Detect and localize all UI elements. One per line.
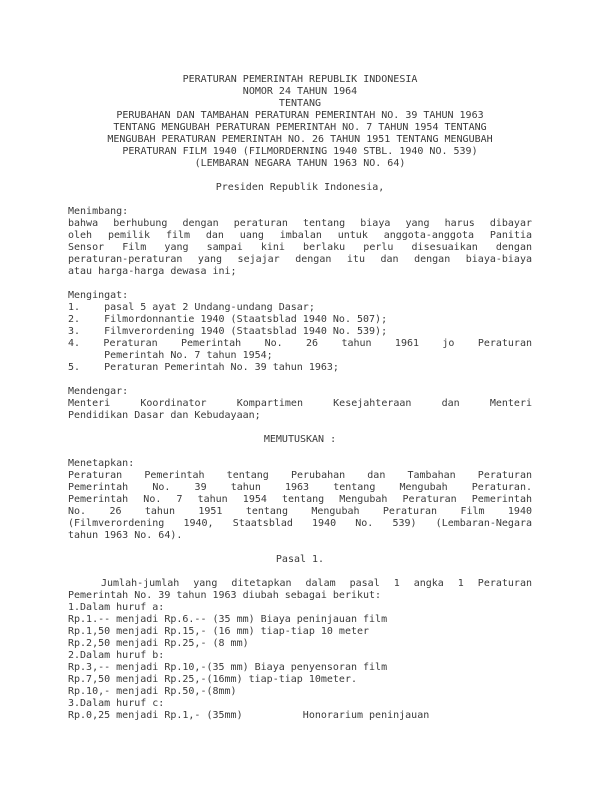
- menetapkan-section: [68, 458, 532, 542]
- text-line: 4. Peraturan Pemerintah No. 26 tahun 1961 jo Peraturan: [68, 338, 532, 349]
- text-line: PERATURAN FILM 1940 (FILMORDERNING 1940 STBL. 1940 NO. 539): [122, 146, 478, 157]
- title-block: [68, 74, 532, 170]
- text-line: MEMUTUSKAN :: [263, 434, 337, 445]
- text-line: Menimbang:: [68, 206, 129, 217]
- text-line: Pemerintah No. 39 tahun 1963 diubah sebagai berikut:: [68, 590, 382, 601]
- memutuskan-heading: [68, 434, 532, 446]
- text-line: 1. pasal 5 ayat 2 Undang-undang Dasar;: [68, 302, 315, 313]
- text-line: TENTANG MENGUBAH PERATURAN PEMERINTAH NO. 7 TAHUN 1954 TENTANG: [113, 122, 487, 133]
- text-line: Rp.10,- menjadi Rp.50,-(8mm): [68, 686, 237, 697]
- text-line: Jumlah-jumlah yang ditetapkan dalam pasal 1 angka 1 Peraturan: [101, 578, 532, 589]
- text-line: Rp.1.-- menjadi Rp.6.-- (35 mm) Biaya peninjauan film: [68, 614, 388, 625]
- menimbang-section: [68, 206, 532, 278]
- text-line: (Filmverordening 1940, Staatsblad 1940 No. 539) (Lembaran-Negara: [68, 518, 532, 529]
- text-line: Menetapkan:: [68, 458, 135, 469]
- text-line: NOMOR 24 TAHUN 1964: [242, 86, 358, 97]
- text-line: PERATURAN PEMERINTAH REPUBLIK INDONESIA: [182, 74, 418, 85]
- text-line: Peraturan Pemerintah tentang Perubahan dan Tambahan Peraturan: [68, 470, 532, 481]
- text-line: PERUBAHAN DAN TAMBAHAN PERATURAN PEMERINTAH NO. 39 TAHUN 1963: [116, 110, 484, 121]
- text-line: Pemerintah No. 7 tahun 1954;: [68, 350, 273, 361]
- mengingat-section: [68, 290, 532, 374]
- document-body: [68, 74, 532, 722]
- text-line: Sensor Film yang sampai kini berlaku perlu disesuaikan dengan: [68, 242, 532, 253]
- text-line: MENGUBAH PERATURAN PEMERINTAH NO. 26 TAHUN 1951 TENTANG MENGUBAH: [107, 134, 493, 145]
- text-line: Rp.7,50 menjadi Rp.25,-(16mm) tiap-tiap 10meter.: [68, 674, 357, 685]
- text-line: TENTANG: [278, 98, 322, 109]
- text-line: 3. Filmverordening 1940 (Staatsblad 1940 No. 539);: [68, 326, 388, 337]
- text-line: 3.Dalam huruf c:: [68, 698, 165, 709]
- text-line: 5. Peraturan Pemerintah No. 39 tahun 1963;: [68, 362, 339, 373]
- text-line: peraturan-peraturan yang sejajar dengan itu dan dengan biaya-biaya: [68, 254, 532, 265]
- text-line: Mendengar:: [68, 386, 129, 397]
- text-line: Mengingat:: [68, 290, 129, 301]
- text-line: No. 26 tahun 1951 tentang Mengubah Peraturan Film 1940: [68, 506, 532, 517]
- text-line: Pemerintah No. 7 tahun 1954 tentang Mengubah Peraturan Pemerintah: [68, 494, 532, 505]
- text-line: Pemerintah No. 39 tahun 1963 tentang Mengubah Peraturan.: [68, 482, 532, 493]
- text-line: Rp.3,-- menjadi Rp.10,-(35 mm) Biaya penyensoran film: [68, 662, 388, 673]
- text-line: Rp.1,50 menjadi Rp.15,- (16 mm) tiap-tiap 10 meter: [68, 626, 370, 637]
- text-line: atau harga-harga dewasa ini;: [68, 266, 237, 277]
- pasal-1-heading: [68, 554, 532, 566]
- text-line: oleh pemilik film dan uang imbalan untuk anggota-anggota Panitia: [68, 230, 532, 241]
- text-line: bahwa berhubung dengan peraturan tentang biaya yang harus dibayar: [68, 218, 532, 229]
- text-line: 2. Filmordonnantie 1940 (Staatsblad 1940 No. 507);: [68, 314, 388, 325]
- text-line: Pendidikan Dasar dan Kebudayaan;: [68, 410, 261, 421]
- salutation: [68, 182, 532, 194]
- text-line: Rp.0,25 menjadi Rp.1,- (35mm) Honorarium peninjauan: [68, 710, 430, 721]
- text-line: Menteri Koordinator Kompartimen Kesejahteraan dan Menteri: [68, 398, 532, 409]
- text-line: Rp.2,50 menjadi Rp.25,- (8 mm): [68, 638, 249, 649]
- mendengar-section: [68, 386, 532, 422]
- text-line: 2.Dalam huruf b:: [68, 650, 165, 661]
- text-line: Pasal 1.: [275, 554, 325, 565]
- text-line: tahun 1963 No. 64).: [68, 530, 183, 541]
- text-line: (LEMBARAN NEGARA TAHUN 1963 NO. 64): [194, 158, 406, 169]
- text-line: 1.Dalam huruf a:: [68, 602, 165, 613]
- text-line: Presiden Republik Indonesia,: [215, 182, 385, 193]
- pasal-1-body: [68, 578, 532, 722]
